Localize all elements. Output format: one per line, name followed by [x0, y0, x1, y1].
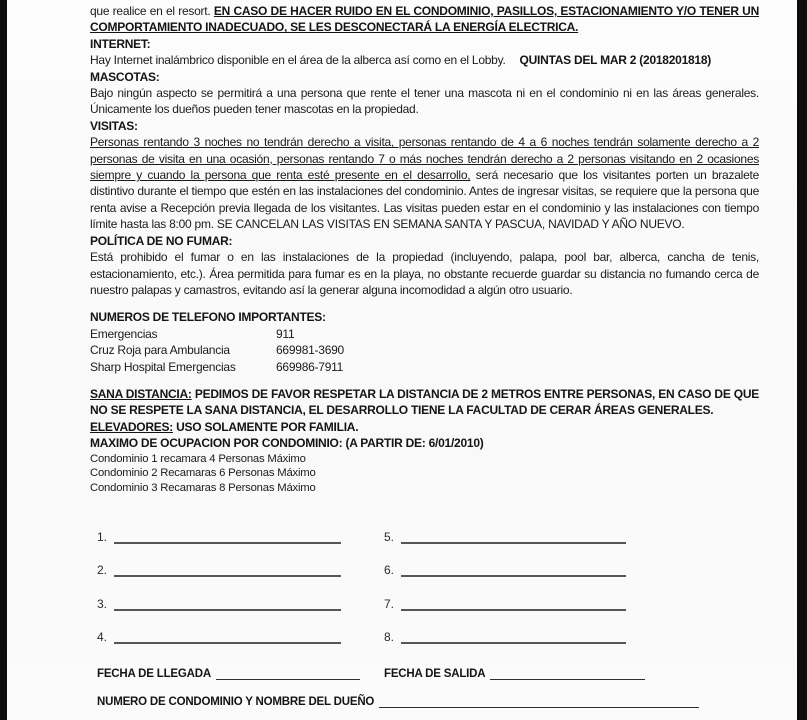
blank-number: 8. [384, 630, 395, 644]
mascotas-paragraph: Bajo ningún aspecto se permitirá a una persona que rente el tener una mascota ni en el condominio ni en las áreas generales. Únicamente los dueños pueden tener mascotas en la propiedad. [90, 86, 759, 117]
dueno-label: NUMERO DE CONDOMINIO Y NOMBRE DEL DUEÑO [97, 696, 375, 708]
no-fumar-heading: POLÍTICA DE NO FUMAR: [90, 233, 233, 248]
blank-line [114, 636, 341, 644]
document-body [90, 3, 759, 495]
ocupacion-item-2: Condominio 2 Recamaras 6 Personas Máximo [90, 467, 316, 480]
visitas-underlined-text: Personas rentando 3 noches no tendrán derecho a visita, personas rentando de 4 a 6 noches tendrán solamente derecho a 2 personas de visita en una ocasión, personas rentando 7 o más noches tendrán derecho a 2 personas visitando en 2 ocasiones siempre y cuando la persona que renta esté presente en el desarrollo, [90, 135, 759, 183]
phone-label: Sharp Hospital Emergencias [90, 359, 236, 374]
elevadores-heading: ELEVADORES: [90, 419, 174, 434]
phone-row-sharp-hospital [90, 359, 759, 375]
ocupacion-item-1: Condominio 1 recamara 4 Personas Máximo [90, 452, 306, 465]
telefonos-heading: NUMEROS DE TELEFONO IMPORTANTES: [90, 310, 326, 325]
blank-line [114, 603, 341, 611]
blank-line [114, 536, 341, 544]
quintas-del-mar-label: QUINTAS DEL MAR 2 (2018201818) [519, 53, 712, 68]
fecha-row [97, 650, 759, 680]
phone-label: Cruz Roja para Ambulancia [90, 343, 230, 358]
blank-number: 4. [97, 630, 108, 644]
phone-number: 669986-7911 [276, 359, 344, 374]
phone-label: Emergencias [90, 326, 158, 341]
phone-row-cruz-roja [90, 342, 759, 358]
blank-line [401, 636, 626, 644]
blank-field-5 [384, 530, 759, 544]
blank-number: 7. [384, 596, 395, 611]
fecha-salida-field [384, 668, 759, 680]
visitas-paragraph [90, 134, 759, 232]
mascotas-heading: MASCOTAS: [90, 69, 160, 84]
blank-row-4-8 [97, 611, 759, 645]
elevadores-paragraph [90, 419, 759, 435]
phone-number: 669981-3690 [276, 343, 344, 358]
guest-form [97, 510, 759, 708]
visitas-rest-text: será necesario que los visitantes porten un brazalete distintivo durante el tiempo que estén en las instalaciones del condominio. Antes de ingresar visitas, se requiere que la persona que renta avise a Recepción previa llegada de los visitantes. Las visitas pueden estar en el condominio y las instalaciones con tiempo límite hasta las 8:00 pm. SE CANCELAN LAS VISITAS EN SEMANA SANTA Y PASCUA, NAVIDAD Y AÑO NUEVO. [90, 168, 759, 232]
right-black-bar [797, 0, 807, 720]
intro-lead-text: que realice en el resort. [90, 4, 214, 18]
document-page [7, 0, 797, 720]
intro-warning-text: EN CASO DE HACER RUIDO EN EL CONDOMINIO, PASILLOS, ESTACIONAMIENTO Y/O TENER UN COMPORTAMIENTO INADECUADO, SE LES DESCONECTARÁ LA ENERGÍA ELECTRICA. [90, 4, 759, 35]
fecha-salida-label: FECHA DE SALIDA [384, 668, 486, 680]
blank-field-7 [384, 597, 759, 611]
intro-paragraph [90, 3, 759, 36]
visitas-heading: VISITAS: [90, 118, 138, 133]
phone-row-emergencias [90, 326, 759, 342]
blank-field-1 [97, 530, 384, 544]
blank-number: 5. [384, 529, 395, 544]
internet-paragraph [90, 52, 759, 68]
ocupacion-item-3: Condominio 3 Recamaras 8 Personas Máximo [90, 481, 316, 494]
phone-number: 911 [276, 326, 295, 341]
blank-number: 1. [97, 529, 108, 544]
blank-field-8 [384, 630, 759, 644]
sana-distancia-paragraph [90, 386, 759, 419]
internet-body-text: Hay Internet inalámbrico disponible en el área de la alberca así como en el Lobby. [90, 53, 506, 68]
dueno-row [97, 682, 759, 708]
fecha-salida-line [490, 674, 645, 680]
fecha-llegada-label: FECHA DE LLEGADA [97, 668, 211, 680]
dueno-line [379, 702, 699, 708]
sana-distancia-heading: SANA DISTANCIA: [90, 386, 192, 401]
blank-field-4 [97, 630, 384, 644]
blank-number: 6. [384, 563, 395, 577]
blank-field-6 [384, 563, 759, 577]
blank-line [401, 536, 626, 544]
fecha-llegada-line [216, 674, 360, 680]
blank-row-1-5 [97, 510, 759, 544]
blank-line [401, 569, 626, 577]
internet-heading: INTERNET: [90, 36, 151, 51]
sana-distancia-text: PEDIMOS DE FAVOR RESPETAR LA DISTANCIA DE 2 METROS ENTRE PERSONAS, EN CASO DE QUE NO SE RESPETE LA SANA DISTANCIA, EL DESARROLLO TIENE LA FACULTAD DE CERAR ÁREAS GENERALES. [90, 386, 760, 418]
blank-row-3-7 [97, 577, 759, 611]
blank-line [401, 603, 626, 611]
left-black-bar [0, 0, 7, 720]
elevadores-text: USO SOLAMENTE POR FAMILIA. [173, 419, 359, 434]
blank-number: 3. [97, 596, 108, 611]
blank-field-3 [97, 597, 384, 611]
ocupacion-heading: MAXIMO DE OCUPACION POR CONDOMINIO: (A PARTIR DE: 6/01/2010) [90, 436, 484, 451]
blank-row-2-6 [97, 544, 759, 578]
blank-number: 2. [97, 563, 108, 577]
blank-field-2 [97, 563, 384, 577]
blank-line [114, 569, 341, 577]
fecha-llegada-field [97, 668, 384, 680]
no-fumar-paragraph: Está prohibido el fumar o en las instalaciones de la propiedad (incluyendo, palapa, pool bar, alberca, cancha de tenis, estacionamiento, etc.). Área permitida para fumar es en la playa, no obstante recuerde guardar su distancia no fumando cerca de nuestro palapas y camastros, evitando así la generar alguna incomodidad a algún otro usuario. [90, 250, 759, 297]
